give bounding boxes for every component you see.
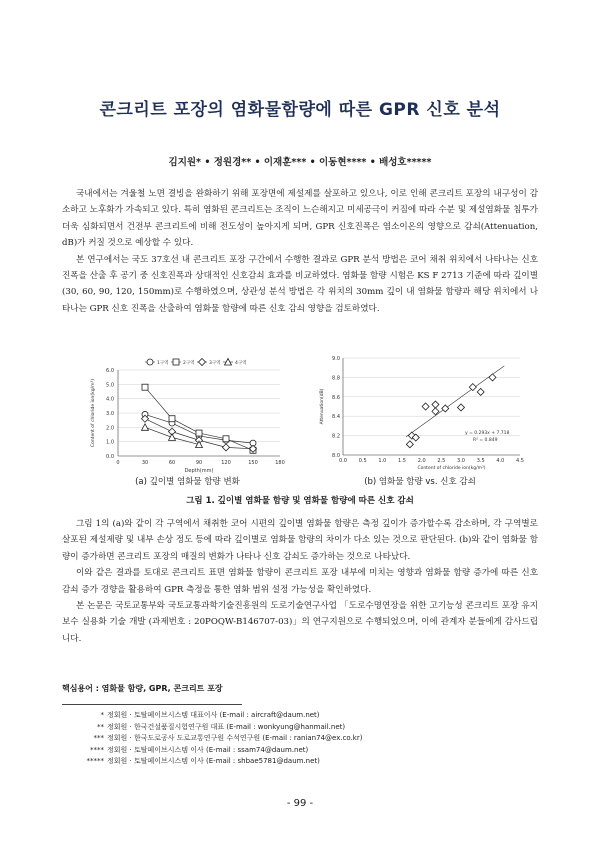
x-tick-label: 3.5 xyxy=(476,458,485,464)
footnote-mark: **** xyxy=(90,745,104,754)
x-tick-label: 0.5 xyxy=(358,458,367,464)
x-tick-label: 0 xyxy=(116,460,120,466)
r-squared: R² = 0.849 xyxy=(473,438,498,443)
y-tick-label: 2.0 xyxy=(106,425,114,432)
x-tick-label: 1.5 xyxy=(398,458,406,464)
x-tick-label: 4.5 xyxy=(516,458,524,464)
paragraph: 이와 같은 결과를 토대로 콘크리트 표면 염화물 함량이 콘크리트 포장 내부에 미치는 영향과 염화물 함량 증가에 따른 신호 감쇠 증가 경향을 활용하여 GPR 측정을 통한 염화 범위 설정 가능성을 확인하였다. xyxy=(62,568,538,595)
y-tick-label: 9.0 xyxy=(332,356,340,362)
chart-chloride-attenuation xyxy=(315,350,525,475)
x-tick-label: 4.0 xyxy=(496,458,505,464)
paper-title: 콘크리트 포장의 염화물함량에 따른 GPR 신호 분석 xyxy=(99,100,501,120)
data-point xyxy=(469,384,476,391)
footnote-text: 정회원 · 토탈페이브시스템 이사 (E-mail : ssam74@daum.net) xyxy=(107,745,309,754)
footnote-text: 정회원 · 토탈페이브시스템 이사 (E-mail : shbae5781@daum.net) xyxy=(107,757,320,765)
author-list: 김지원* • 정원경** • 이재훈*** • 이동현**** • 배성호***** xyxy=(168,157,432,168)
x-tick-label: 150 xyxy=(248,460,258,466)
y-tick-label: 8.6 xyxy=(332,394,340,401)
page-number: - 99 - xyxy=(286,798,314,809)
y-tick-label: 0.0 xyxy=(106,454,114,460)
data-point xyxy=(196,430,202,436)
data-point xyxy=(422,403,429,410)
x-tick-label: 3.0 xyxy=(457,458,465,464)
footnote-divider xyxy=(62,704,242,705)
legend-label: 1구역 xyxy=(157,361,169,366)
figure-caption: 그림 1. 깊이별 염화물 함량 및 염화물 함량에 따른 신호 감쇠 xyxy=(186,496,414,506)
data-point xyxy=(477,388,484,395)
footnote-mark: *** xyxy=(93,734,104,742)
legend-label: 3구역 xyxy=(209,361,221,366)
footnote xyxy=(80,710,362,722)
footnote xyxy=(80,722,362,734)
chart-depth-chloride xyxy=(80,356,295,476)
legend-marker xyxy=(199,359,206,366)
y-axis-label: Content of chloride ion(kg/m³) xyxy=(91,378,96,448)
trend-equation: y = 0.293x + 7.718 xyxy=(465,431,510,436)
y-tick-label: 1.0 xyxy=(106,439,114,446)
x-tick-label: 120 xyxy=(221,460,231,466)
keywords: 핵심용어 : 염화물 함량, GPR, 콘크리트 포장 xyxy=(62,684,223,693)
figure-label-b: (b) 염화물 함량 vs. 신호 감쇠 xyxy=(364,477,476,487)
x-axis-label: Depth(mm) xyxy=(184,468,214,474)
y-tick-label: 8.2 xyxy=(332,433,340,440)
intro-section xyxy=(62,186,538,317)
y-tick-label: 5.0 xyxy=(106,382,114,389)
y-tick-label: 3.0 xyxy=(106,411,114,417)
data-point xyxy=(169,434,176,441)
x-tick-label: 30 xyxy=(141,460,149,466)
results-section xyxy=(62,516,538,647)
footnote-text: 정회원 · 한국도로공사 도로교통연구원 수석연구원 (E-mail : ranian74@ex.co.kr) xyxy=(107,734,363,742)
paragraph: 국내에서는 겨울철 노면 결빙을 완화하기 위해 포장면에 제설제를 살포하고 있으나, 이로 인해 콘크리트 포장의 내구성이 감소하고 노후화가 가속되고 있다. 특히 염화된 콘크리트는 조직이 느슨해지고 미세공극이 커짐에 따라 수분 및 제설염화물 침투가 더욱 심화되면서 건전부 콘크리트에 비해 전도성이 높아지게 되며, GPR 신호진폭은 염소이온의 영향으로 감쇠(Attenuation, dB)가 커질 것으로 예상할 수 있다. xyxy=(62,189,538,249)
legend-marker xyxy=(147,359,153,365)
y-tick-label: 8.4 xyxy=(332,414,340,421)
footnote xyxy=(80,745,362,757)
x-tick-label: 2.0 xyxy=(417,458,426,464)
data-point xyxy=(489,374,496,381)
x-tick-label: 60 xyxy=(168,460,176,466)
y-tick-label: 8.0 xyxy=(332,453,340,459)
legend-label: 2구역 xyxy=(183,361,195,366)
data-point xyxy=(223,444,230,451)
footnote-mark: * xyxy=(100,711,104,719)
paragraph: 그림 1의 (a)와 같이 각 구역에서 채취한 코어 시편의 깊이별 염화물 함량은 측정 깊이가 증가할수록 감소하며, 각 구역별로 살포된 제설제량 및 내부 손상 정도 등에 따라 깊이별로 염화물 함량의 차이가 다소 있는 것으로 판단된다. (b)와 같이 염화물 함량이 증가하면 콘크리트 포장의 매질의 변화가 나타나 신호 감쇠도 증가하는 것으로 나타났다. xyxy=(62,519,538,562)
data-point xyxy=(432,401,439,408)
data-point xyxy=(223,436,229,442)
footnotes xyxy=(80,710,362,768)
footnote-mark: ***** xyxy=(86,757,104,765)
data-point xyxy=(196,441,203,448)
x-tick-label: 90 xyxy=(195,460,203,466)
footnote-text: 정회원 · 한국건설품질시험연구원 대표 (E-mail : wonkyung@hanmail.net) xyxy=(107,722,346,731)
y-tick-label: 4.0 xyxy=(106,396,114,403)
data-point xyxy=(406,441,413,448)
x-tick-label: 0.0 xyxy=(339,458,347,464)
paragraph: 본 논문은 국토교통부와 국토교통과학기술진흥원의 도로기술연구사업 「도로수명연장을 위한 고기능성 콘크리트 포장 유지보수 실용화 기술 개발 (과제번호 : 20POQW-B146707-03)」의 연구지원으로 수행되었으며, 이에 관계자 분들에게 감사드립니다. xyxy=(62,601,538,644)
footnote xyxy=(80,756,362,768)
paragraph: 본 연구에서는 국도 37호선 내 콘크리트 포장 구간에서 수행한 결과로 GPR 분석 방법은 코어 채취 위치에서 나타나는 신호진폭을 산출 후 공기 중 신호진폭과 상대적인 신호감쇠 효과를 비교하였다. 염화물 함량 시험은 KS F 2713 기준에 따라 깊이별(30, 60, 90, 120, 150mm)로 수행하였으며, 상관성 분석 방법은 각 위치의 30mm 깊이 내 염화물 함량과 해당 위치에서 나타나는 GPR 신호 진폭을 산출하여 염화물 함량에 따른 신호 감쇠 영향을 검토하였다. xyxy=(62,254,538,314)
y-tick-label: 8.8 xyxy=(332,375,340,382)
x-tick-label: 1.0 xyxy=(378,458,387,464)
footnote xyxy=(80,733,362,745)
data-point xyxy=(142,384,148,390)
y-tick-label: 6.0 xyxy=(106,368,114,374)
data-point xyxy=(458,404,465,411)
footnote-mark: ** xyxy=(97,722,104,731)
x-axis-label: Content of chloride ion(kg/m³) xyxy=(417,466,486,471)
footnote-text: 정회원 · 토탈페이브시스템 대표이사 (E-mail : aircraft@daum.net) xyxy=(107,711,320,719)
data-point xyxy=(442,405,449,412)
y-axis-label: Attenuation(dB) xyxy=(320,388,325,425)
figure-label-a: (a) 깊이별 염화물 함량 변화 xyxy=(135,477,240,487)
x-tick-label: 2.5 xyxy=(437,458,446,464)
legend-marker xyxy=(173,359,179,365)
x-tick-label: 180 xyxy=(275,460,285,466)
data-point xyxy=(169,416,175,422)
legend-label: 4구역 xyxy=(235,361,247,366)
